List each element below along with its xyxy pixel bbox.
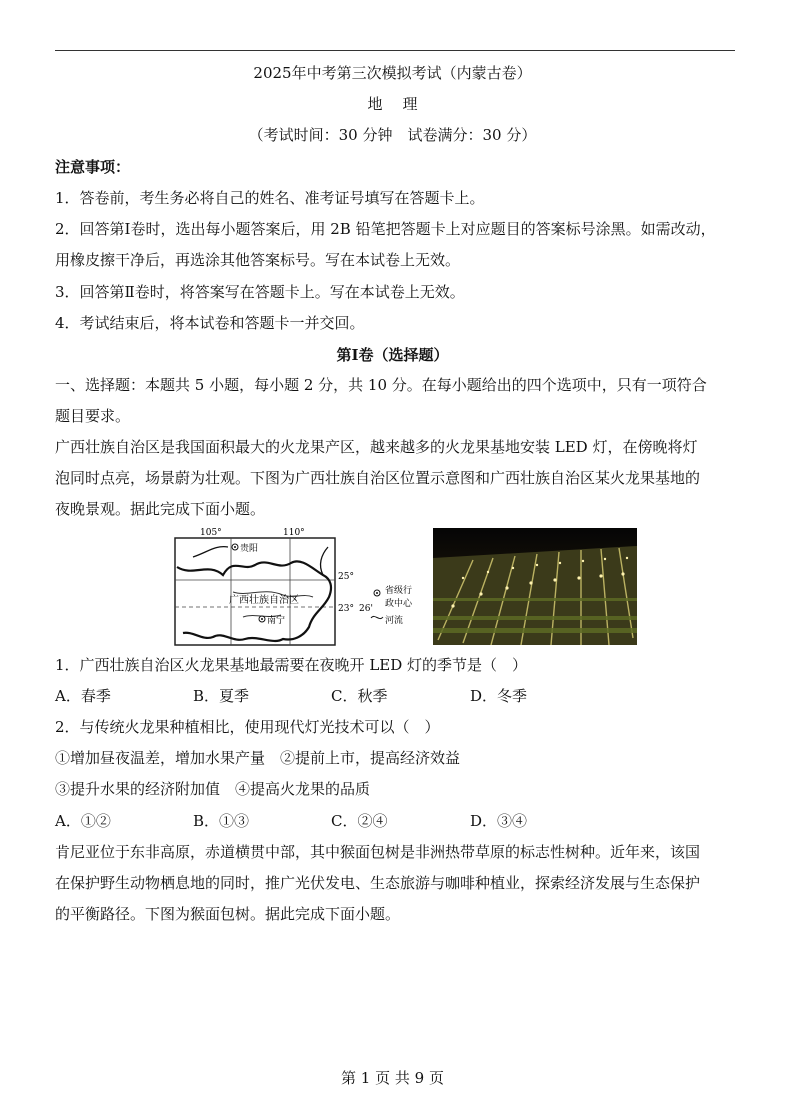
question-2-statements: ③提升水果的经济附加值 ④提高火龙果的品质 — [55, 780, 371, 798]
legend-capital-label-1: 省级行 — [385, 586, 413, 596]
q2-option-d: D．③④ — [470, 812, 528, 830]
notes-heading: 注意事项： — [55, 158, 131, 176]
passage-line: 泡同时点亮，场景蔚为壮观。下图为广西壮族自治区位置示意图和广西壮族自治区某火龙果基地的 — [55, 469, 701, 487]
region-label: 广西壮族自治区 — [229, 595, 299, 606]
dragon-fruit-night-photo — [433, 528, 637, 645]
note-item: 4．考试结束后，将本试卷和答题卡一并交回。 — [55, 314, 365, 332]
instruction-line: 一、选择题：本题共 5 小题，每小题 2 分，共 10 分。在每小题给出的四个选项中，只有一项符合 — [55, 376, 707, 394]
guangxi-location-map — [173, 527, 423, 649]
lat-25-label: 25° — [338, 572, 354, 582]
top-rule — [55, 50, 735, 51]
q2-option-c: C．②④ — [331, 812, 388, 830]
section-title: 第Ⅰ卷（选择题） — [336, 346, 449, 364]
lon-110-label: 110° — [283, 528, 305, 538]
passage-line: 的平衡路径。下图为猴面包树。据此完成下面小题。 — [55, 905, 401, 923]
nanning-label: 南宁 — [267, 616, 286, 626]
exam-info: （考试时间：30 分钟 试卷满分：30 分） — [248, 126, 537, 144]
q2-option-a: A．①② — [55, 812, 111, 830]
subject-title: 地理 — [367, 95, 438, 113]
lat-23-label: 23° — [338, 604, 354, 614]
instruction-line: 题目要求。 — [55, 407, 131, 425]
note-item: 2．回答第Ⅰ卷时，选出每小题答案后，用 2B 铅笔把答题卡上对应题目的答案标号涂黑。如需改动， — [55, 220, 716, 238]
guiyang-label: 贵阳 — [240, 544, 259, 554]
q1-option-c: C．秋季 — [331, 687, 388, 705]
exam-title: 2025年中考第三次模拟考试（内蒙古卷） — [253, 64, 532, 82]
legend-river-label: 河流 — [385, 616, 404, 626]
q1-option-a: A．春季 — [55, 687, 111, 705]
page-footer: 第 1 页 共 9 页 — [341, 1069, 444, 1087]
legend-river-icon — [371, 616, 383, 618]
question-2-statements: ①增加昼夜温差，增加水果产量 ②提前上市，提高经济效益 — [55, 749, 461, 767]
lon-105-label: 105° — [200, 528, 222, 538]
q1-option-b: B．夏季 — [193, 687, 250, 705]
q1-option-d: D．冬季 — [470, 687, 528, 705]
passage-line: 肯尼亚位于东非高原，赤道横贯中部，其中猴面包树是非洲热带草原的标志性树种。近年来，该国 — [55, 843, 701, 861]
passage-line: 夜晚景观。据此完成下面小题。 — [55, 500, 266, 518]
q2-option-b: B．①③ — [193, 812, 250, 830]
question-1-stem: 1．广西壮族自治区火龙果基地最需要在夜晚开 LED 灯的季节是（ ） — [55, 656, 528, 674]
note-item: 用橡皮擦干净后，再选涂其他答案标号。写在本试卷上无效。 — [55, 251, 461, 269]
question-2-stem: 2．与传统火龙果种植相比，使用现代灯光技术可以（ ） — [55, 718, 440, 736]
passage-line: 在保护野生动物栖息地的同时，推广光伏发电、生态旅游与咖啡种植业，探索经济发展与生态保护 — [55, 874, 701, 892]
legend-capital-label-2: 政中心 — [385, 599, 413, 609]
note-item: 1．答卷前，考生务必将自己的姓名、准考证号填写在答题卡上。 — [55, 189, 485, 207]
passage-line: 广西壮族自治区是我国面积最大的火龙果产区，越来越多的火龙果基地安装 LED 灯，在傍晚将灯 — [55, 438, 698, 456]
lat-26-label: 26' — [359, 604, 373, 614]
note-item: 3．回答第Ⅱ卷时，将答案写在答题卡上。写在本试卷上无效。 — [55, 283, 465, 301]
